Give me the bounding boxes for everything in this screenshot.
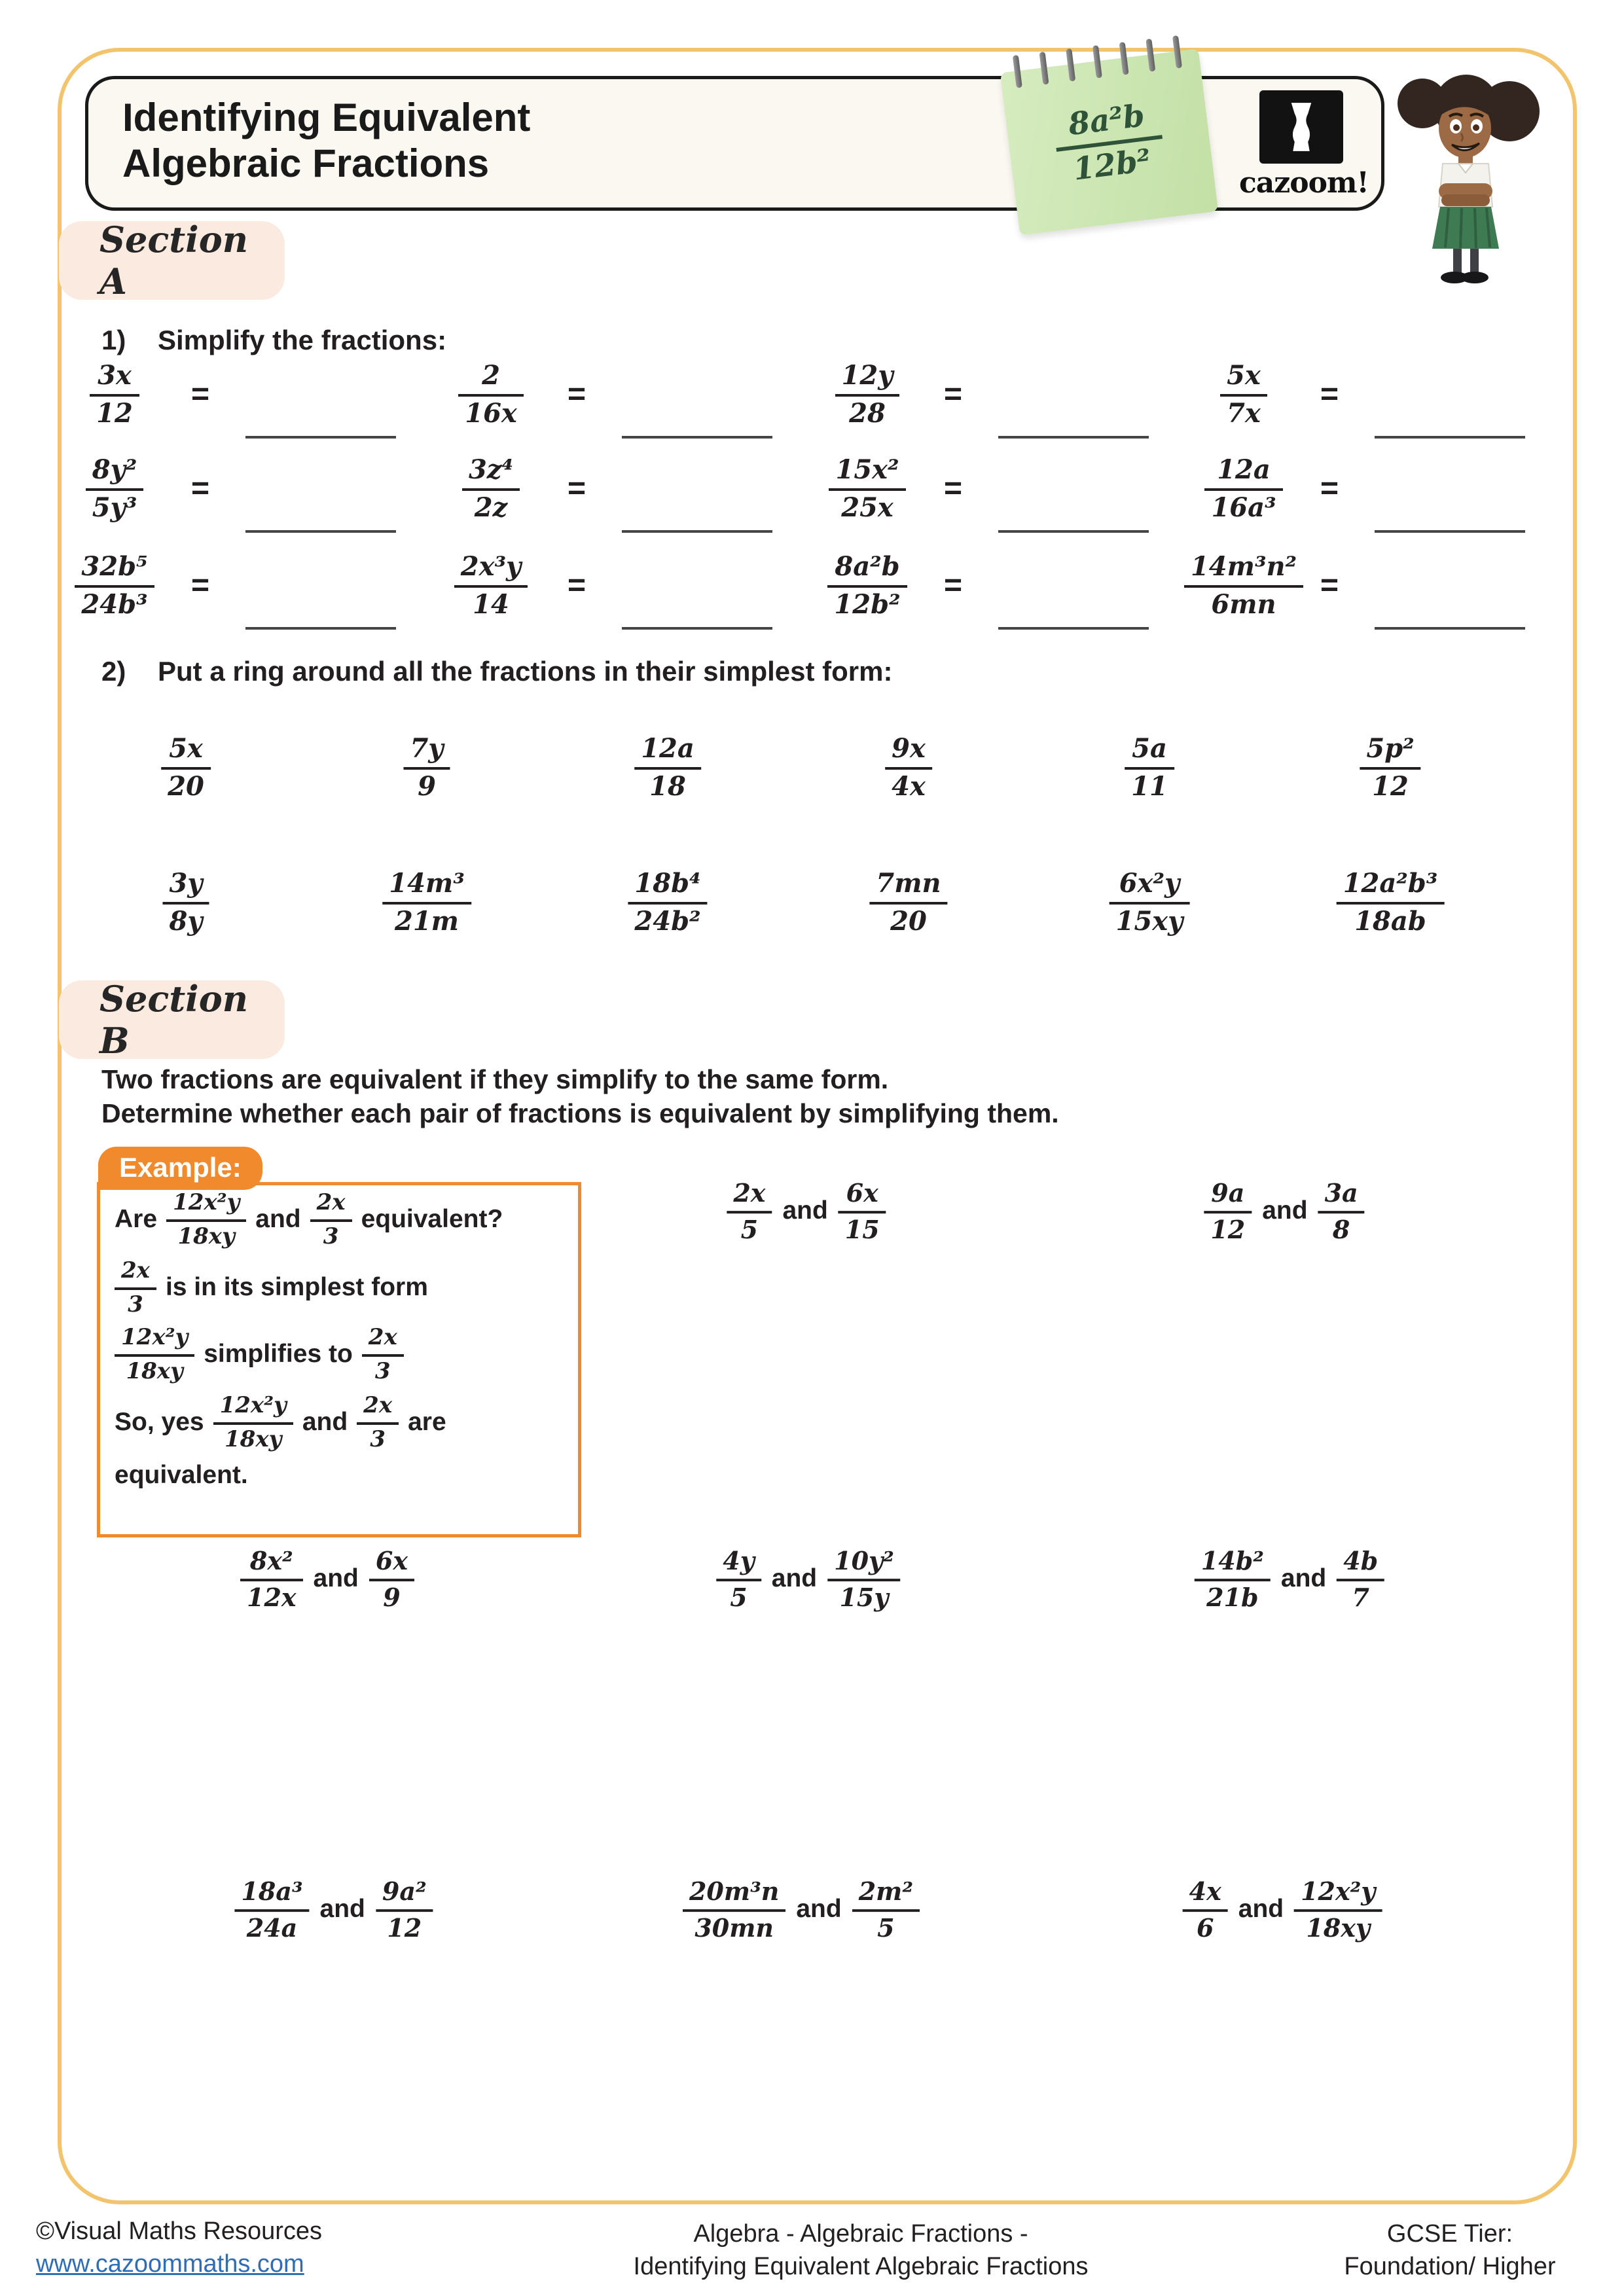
- website-link[interactable]: www.cazoommaths.com: [36, 2250, 304, 2278]
- denominator: 2z: [474, 492, 508, 523]
- numerator: 18b⁴: [628, 869, 707, 905]
- denominator: 12b²: [1071, 142, 1153, 188]
- numerator: 3z⁴: [462, 455, 520, 491]
- question-1-prompt: [101, 325, 446, 356]
- page-title-line2: Algebraic Fractions: [122, 141, 490, 186]
- numerator: 12a: [634, 734, 701, 770]
- simplify-item: [62, 353, 429, 435]
- section-b-header: [59, 978, 285, 1062]
- numerator: 4y: [716, 1547, 761, 1581]
- numerator: 2: [458, 361, 524, 397]
- fraction-pair: [716, 1547, 900, 1611]
- cazoom-logo-text: cazoom!: [1239, 166, 1369, 200]
- equals-sign: =: [944, 567, 963, 603]
- numerator: 14b²: [1195, 1547, 1271, 1581]
- denominator: 24b³: [81, 589, 148, 620]
- equals-sign: =: [191, 567, 210, 603]
- numerator: 9a²: [376, 1877, 433, 1912]
- and-label: and: [313, 1564, 359, 1592]
- fraction: [161, 734, 211, 800]
- denominator: 15xy: [1115, 906, 1183, 937]
- denominator: 25x: [841, 492, 893, 523]
- example-and-label: and: [302, 1407, 348, 1436]
- numerator: 6x²y: [1110, 869, 1190, 905]
- denominator: 18: [649, 771, 686, 802]
- fraction: [213, 1393, 293, 1451]
- example-line-3: [115, 1325, 404, 1383]
- simplify-item: [62, 448, 429, 529]
- and-label: and: [782, 1196, 828, 1225]
- fraction: [683, 1877, 785, 1941]
- denominator: 4x: [892, 771, 926, 802]
- numerator: 12x²y: [1294, 1877, 1382, 1912]
- fraction: [716, 1547, 761, 1611]
- simplify-item: [439, 448, 805, 529]
- denominator: 11: [1131, 771, 1168, 802]
- example-line-2: [115, 1258, 428, 1316]
- fraction: [234, 1877, 309, 1941]
- numerator: 12x²y: [213, 1393, 293, 1425]
- fraction: [1337, 869, 1445, 935]
- numerator: 12y: [835, 361, 900, 397]
- answer-blank[interactable]: [622, 436, 772, 439]
- fraction: [357, 1393, 399, 1451]
- denominator: 7x: [1227, 398, 1261, 429]
- fraction: [634, 734, 701, 800]
- fraction: [1318, 1179, 1365, 1243]
- denominator: 24a: [246, 1913, 298, 1943]
- denominator: 3: [323, 1223, 339, 1249]
- example-are-label: Are: [115, 1204, 158, 1233]
- denominator: 3: [128, 1291, 143, 1318]
- fraction: [310, 1190, 352, 1248]
- fraction-pair: [1204, 1179, 1364, 1243]
- fraction: [369, 1547, 414, 1611]
- question-2-number: 2): [101, 656, 126, 687]
- numerator: 2x: [362, 1325, 404, 1357]
- page-title-line1: Identifying Equivalent: [122, 96, 531, 139]
- equals-sign: =: [191, 471, 210, 506]
- equals-sign: =: [1320, 471, 1339, 506]
- simplify-item: [815, 448, 1182, 529]
- fraction: [829, 455, 905, 522]
- fraction: [1195, 1547, 1271, 1611]
- denominator: 6: [1196, 1913, 1214, 1943]
- fraction: [835, 361, 900, 427]
- denominator: 8: [1332, 1215, 1350, 1244]
- ring-choice-fraction[interactable]: [885, 734, 932, 800]
- fraction: [162, 869, 209, 935]
- spiral-pin-icon: [1119, 42, 1129, 75]
- simplify-item: [62, 545, 429, 626]
- numerator: 8x²: [240, 1547, 303, 1581]
- fraction: [628, 869, 707, 935]
- fraction: [1220, 361, 1267, 427]
- section-a-header: [59, 221, 285, 300]
- cazoom-logo: [1239, 90, 1369, 200]
- equals-sign: =: [191, 376, 210, 412]
- denominator: 16a³: [1211, 492, 1276, 523]
- fraction: [827, 552, 907, 619]
- fraction: [1110, 869, 1190, 935]
- numerator: 12x²y: [166, 1190, 246, 1222]
- numerator: 6x: [839, 1179, 886, 1213]
- fraction: [166, 1190, 246, 1248]
- fraction: [1204, 455, 1282, 522]
- numerator: 9x: [885, 734, 932, 770]
- footer-left: [36, 2215, 322, 2280]
- equals-sign: =: [944, 471, 963, 506]
- denominator: 21m: [394, 906, 459, 937]
- denominator: 7: [1352, 1583, 1369, 1612]
- denominator: 12: [96, 398, 133, 429]
- numerator: 2x: [310, 1190, 352, 1222]
- sticky-note: [1000, 48, 1218, 235]
- fraction-pair: [1183, 1877, 1382, 1941]
- denominator: 3: [370, 1426, 386, 1452]
- fraction: [1204, 1179, 1252, 1243]
- numerator: 2m²: [852, 1877, 920, 1912]
- simplify-item: [815, 353, 1182, 435]
- fraction: [885, 734, 932, 800]
- numerator: 8a²b: [1051, 96, 1163, 152]
- page-title: [122, 95, 530, 187]
- numerator: 6x: [369, 1547, 414, 1581]
- equals-sign: =: [1320, 376, 1339, 412]
- ring-choice-fraction[interactable]: [628, 869, 707, 935]
- fraction: [454, 552, 528, 619]
- denominator: 14: [473, 589, 509, 620]
- question-1-text: Simplify the fractions:: [158, 325, 447, 355]
- numerator: 5x: [161, 734, 211, 770]
- fraction: [852, 1877, 920, 1941]
- and-label: and: [1238, 1895, 1284, 1923]
- equals-sign: =: [568, 471, 586, 506]
- section-b-intro-line2: Determine whether each pair of fractions is equivalent by simplifying them.: [101, 1098, 1059, 1128]
- numerator: 3x: [90, 361, 139, 397]
- fraction: [362, 1325, 404, 1383]
- denominator: 9: [418, 771, 436, 802]
- footer-center: [533, 2217, 1188, 2283]
- footer-right: [1322, 2217, 1578, 2283]
- answer-blank[interactable]: [998, 530, 1149, 533]
- denominator: 28: [849, 398, 886, 429]
- fraction: [727, 1179, 772, 1243]
- section-a-label: Section A: [99, 219, 248, 302]
- fraction-pair: [240, 1547, 414, 1611]
- example-line3-text: simplifies to: [204, 1339, 353, 1368]
- fraction: [462, 455, 520, 522]
- fraction: [827, 1547, 901, 1611]
- fraction-pair: [234, 1877, 433, 1941]
- denominator: 12: [387, 1913, 422, 1943]
- denominator: 20: [168, 771, 204, 802]
- denominator: 18xy: [1306, 1913, 1371, 1943]
- example-line4-suffix: are: [408, 1407, 446, 1436]
- fraction: [90, 361, 139, 427]
- student-mascot-illustration: [1393, 64, 1543, 287]
- ring-choice-fraction[interactable]: [1360, 734, 1420, 800]
- question-2-prompt: [101, 656, 892, 687]
- ring-choice-fraction[interactable]: [162, 869, 209, 935]
- fraction: [115, 1258, 156, 1316]
- example-line4-prefix: So, yes: [115, 1407, 204, 1436]
- numerator: 20m³n: [683, 1877, 785, 1912]
- spiral-pin-icon: [1172, 35, 1182, 69]
- question-2-text: Put a ring around all the fractions in their simplest form:: [158, 656, 893, 687]
- numerator: 5p²: [1360, 734, 1420, 770]
- example-line-4: [115, 1393, 446, 1451]
- numerator: 12x²y: [115, 1325, 194, 1357]
- example-line-5: [115, 1461, 248, 1490]
- cazoom-vase-icon: [1259, 90, 1343, 164]
- numerator: 10y²: [827, 1547, 901, 1581]
- denominator: 18xy: [225, 1426, 282, 1452]
- footer-topic-line1: Algebra - Algebraic Fractions -: [693, 2220, 1028, 2248]
- numerator: 14m³: [382, 869, 471, 905]
- example-line2-text: is in its simplest form: [165, 1272, 428, 1301]
- fraction: [382, 869, 471, 935]
- ring-choice-fraction[interactable]: [382, 869, 471, 935]
- spiral-pin-icon: [1146, 39, 1155, 72]
- ring-choice-fraction[interactable]: [869, 869, 947, 935]
- fraction: [75, 552, 154, 619]
- fraction: [115, 1325, 194, 1383]
- denominator: 5: [740, 1215, 759, 1244]
- copyright-text: ©Visual Maths Resources: [36, 2217, 323, 2245]
- numerator: 2x: [727, 1179, 772, 1213]
- answer-blank[interactable]: [1375, 530, 1525, 533]
- equals-sign: =: [1320, 567, 1339, 603]
- and-label: and: [1262, 1196, 1308, 1225]
- denominator: 16x: [465, 398, 517, 429]
- ring-choice-fraction[interactable]: [403, 734, 450, 800]
- footer-topic-line2: Identifying Equivalent Algebraic Fractions: [633, 2253, 1089, 2281]
- denominator: 18xy: [126, 1357, 183, 1384]
- numerator: 9a: [1204, 1179, 1252, 1213]
- question-1-number: 1): [101, 325, 126, 355]
- numerator: 5x: [1220, 361, 1267, 397]
- example-equivalent-label: equivalent?: [361, 1204, 503, 1233]
- ring-choice-fraction[interactable]: [161, 734, 211, 800]
- numerator: 4b: [1337, 1547, 1384, 1581]
- ring-choice-fraction[interactable]: [634, 734, 701, 800]
- answer-blank[interactable]: [1375, 627, 1525, 630]
- fraction: [376, 1877, 433, 1941]
- numerator: 2x: [115, 1258, 156, 1290]
- numerator: 12a: [1204, 455, 1282, 491]
- numerator: 7mn: [869, 869, 947, 905]
- answer-blank[interactable]: [245, 436, 396, 439]
- numerator: 3y: [162, 869, 209, 905]
- numerator: 15x²: [829, 455, 905, 491]
- numerator: 2x: [357, 1393, 399, 1425]
- denominator: 9: [383, 1583, 401, 1612]
- fraction-pair: [683, 1877, 920, 1941]
- simplify-item: [439, 353, 805, 435]
- tier-value: Foundation/ Higher: [1344, 2253, 1556, 2281]
- example-line5-text: equivalent.: [115, 1461, 248, 1489]
- fraction: [1337, 1547, 1384, 1611]
- denominator: 24b²: [634, 906, 701, 937]
- numerator: 2x³y: [454, 552, 528, 588]
- answer-blank[interactable]: [245, 530, 396, 533]
- and-label: and: [796, 1895, 842, 1923]
- numerator: 7y: [403, 734, 450, 770]
- denominator: 5: [730, 1583, 748, 1612]
- answer-blank[interactable]: [622, 627, 772, 630]
- numerator: 5a: [1125, 734, 1174, 770]
- and-label: and: [771, 1564, 818, 1592]
- numerator: 12a²b³: [1337, 869, 1445, 905]
- section-b-intro-line1: Two fractions are equivalent if they simplify to the same form.: [101, 1064, 889, 1094]
- denominator: 5y³: [92, 492, 137, 523]
- ring-choice-fraction[interactable]: [1337, 869, 1445, 935]
- denominator: 21b: [1206, 1583, 1259, 1612]
- sticky-note-fraction: [1051, 96, 1166, 188]
- numerator: 3a: [1318, 1179, 1365, 1213]
- example-and-label: and: [255, 1204, 301, 1233]
- denominator: 30mn: [695, 1913, 774, 1943]
- simplify-item: [815, 545, 1182, 626]
- denominator: 5: [877, 1913, 895, 1943]
- fraction: [869, 869, 947, 935]
- numerator: 4x: [1183, 1877, 1228, 1912]
- equals-sign: =: [568, 376, 586, 412]
- numerator: 8y²: [86, 455, 144, 491]
- ring-choice-fraction[interactable]: [1125, 734, 1174, 800]
- fraction-pair: [1195, 1547, 1384, 1611]
- fraction: [458, 361, 524, 427]
- numerator: 32b⁵: [75, 552, 154, 588]
- answer-blank[interactable]: [622, 530, 772, 533]
- fraction-pair: [727, 1179, 886, 1243]
- vase-icon: [1283, 97, 1320, 157]
- denominator: 20: [890, 906, 927, 937]
- example-tab: Example:: [98, 1147, 262, 1190]
- denominator: 15: [844, 1215, 880, 1244]
- denominator: 15y: [839, 1583, 889, 1612]
- ring-choice-fraction[interactable]: [1110, 869, 1190, 935]
- answer-blank[interactable]: [1375, 436, 1525, 439]
- numerator: 8a²b: [827, 552, 907, 588]
- fraction: [1360, 734, 1420, 800]
- simplify-item: [1191, 545, 1558, 626]
- denominator: 8y: [169, 906, 203, 937]
- fraction: [1183, 1877, 1228, 1941]
- and-label: and: [1280, 1564, 1327, 1592]
- fraction: [86, 455, 144, 522]
- fraction: [403, 734, 450, 800]
- denominator: 12x: [247, 1583, 297, 1612]
- example-line-1: [115, 1190, 503, 1248]
- denominator: 12b²: [834, 589, 901, 620]
- denominator: 12: [1372, 771, 1409, 802]
- answer-blank[interactable]: [998, 436, 1149, 439]
- denominator: 12: [1210, 1215, 1246, 1244]
- simplify-item: [1191, 448, 1558, 529]
- denominator: 3: [374, 1357, 391, 1384]
- tier-label: GCSE Tier:: [1386, 2220, 1513, 2248]
- fraction: [240, 1547, 303, 1611]
- denominator: 18xy: [177, 1223, 235, 1249]
- fraction: [1125, 734, 1174, 800]
- simplify-item: [439, 545, 805, 626]
- and-label: and: [319, 1895, 365, 1923]
- simplify-item: [1191, 353, 1558, 435]
- answer-blank[interactable]: [998, 627, 1149, 630]
- equals-sign: =: [944, 376, 963, 412]
- numerator: 14m³n²: [1184, 552, 1303, 588]
- section-b-label: Section B: [99, 978, 248, 1062]
- denominator: 6mn: [1211, 589, 1276, 620]
- fraction: [1184, 552, 1303, 619]
- fraction: [1294, 1877, 1382, 1941]
- fraction: [839, 1179, 886, 1243]
- numerator: 18a³: [234, 1877, 309, 1912]
- denominator: 18ab: [1354, 906, 1426, 937]
- answer-blank[interactable]: [245, 627, 396, 630]
- equals-sign: =: [568, 567, 586, 603]
